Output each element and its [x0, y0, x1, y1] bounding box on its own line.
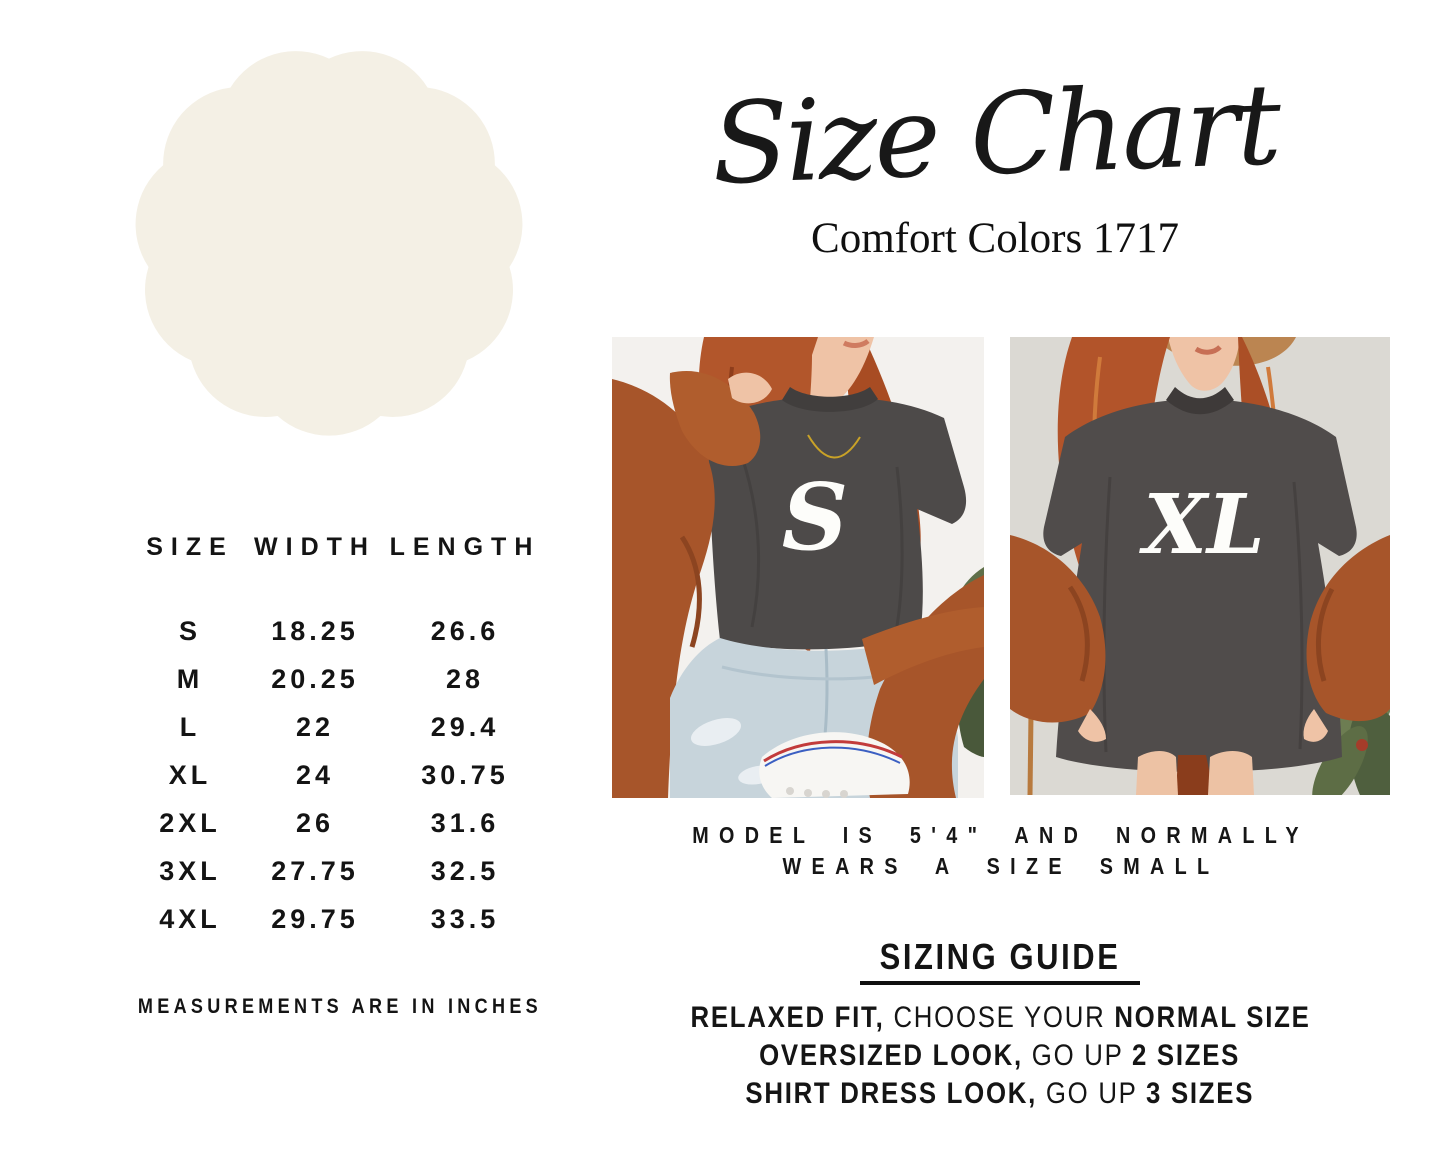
cell-width: 18.25 [271, 616, 359, 646]
cell-length: 30.75 [421, 760, 509, 790]
header [645, 60, 1345, 262]
cell-size: S [178, 616, 201, 646]
tee-print-letters-xl: XL [1143, 477, 1265, 573]
model-caption [612, 820, 1390, 882]
cell-size: 3XL [159, 856, 221, 886]
sizing-guide [640, 936, 1360, 1113]
table-row [145, 760, 545, 791]
cell-length: 31.6 [430, 808, 500, 838]
cell-length: 28 [445, 664, 485, 694]
tee-print-letter-s: S [781, 463, 849, 571]
cell-width: 26 [295, 808, 335, 838]
model-caption-line1: MODEL IS 5'4" AND NORMALLY [692, 822, 1310, 848]
table-row [145, 616, 545, 647]
cell-length: 32.5 [430, 856, 500, 886]
size-table [145, 533, 545, 935]
size-table-header [145, 533, 545, 562]
cell-width: 22 [295, 712, 335, 742]
model-photo-size-xl [1010, 337, 1390, 795]
table-row [145, 664, 545, 695]
cell-size: M [176, 664, 204, 694]
scalloped-badge-shape [136, 51, 523, 435]
scalloped-badge [124, 36, 534, 446]
cell-length: 29.4 [430, 712, 500, 742]
cell-width: 29.75 [271, 904, 359, 934]
model-photo-size-s [612, 337, 984, 798]
model-caption-line2: WEARS A SIZE SMALL [782, 853, 1220, 879]
table-row [145, 712, 545, 743]
cell-size: XL [168, 760, 212, 790]
cell-size: 2XL [159, 808, 221, 838]
sizing-guide-line: RELAXED FIT, CHOOSE YOUR NORMAL SIZE [690, 1001, 1311, 1034]
page-subtitle: Comfort Colors 1717 [811, 215, 1179, 262]
col-header-width: WIDTH [254, 533, 376, 561]
cell-length: 26.6 [430, 616, 500, 646]
cell-length: 33.5 [430, 904, 500, 934]
cell-width: 20.25 [271, 664, 359, 694]
sizing-guide-line: OVERSIZED LOOK, GO UP 2 SIZES [759, 1039, 1241, 1072]
model-legs [1136, 751, 1254, 795]
cell-size: 4XL [159, 904, 221, 934]
sizing-guide-title: SIZING GUIDE [860, 936, 1140, 985]
measurements-note: MEASUREMENTS ARE IN INCHES [137, 995, 543, 1018]
cell-width: 27.75 [271, 856, 359, 886]
cell-size: L [179, 712, 201, 742]
table-row [145, 856, 545, 887]
col-header-size: SIZE [146, 533, 234, 561]
page-title: Size Chart [709, 60, 1281, 210]
sizing-guide-line: SHIRT DRESS LOOK, GO UP 3 SIZES [745, 1077, 1255, 1110]
size-table-body [145, 616, 545, 935]
sizing-guide-lines [640, 999, 1360, 1113]
table-row [145, 808, 545, 839]
col-header-length: LENGTH [389, 533, 541, 561]
cell-width: 24 [295, 760, 335, 790]
table-row [145, 904, 545, 935]
